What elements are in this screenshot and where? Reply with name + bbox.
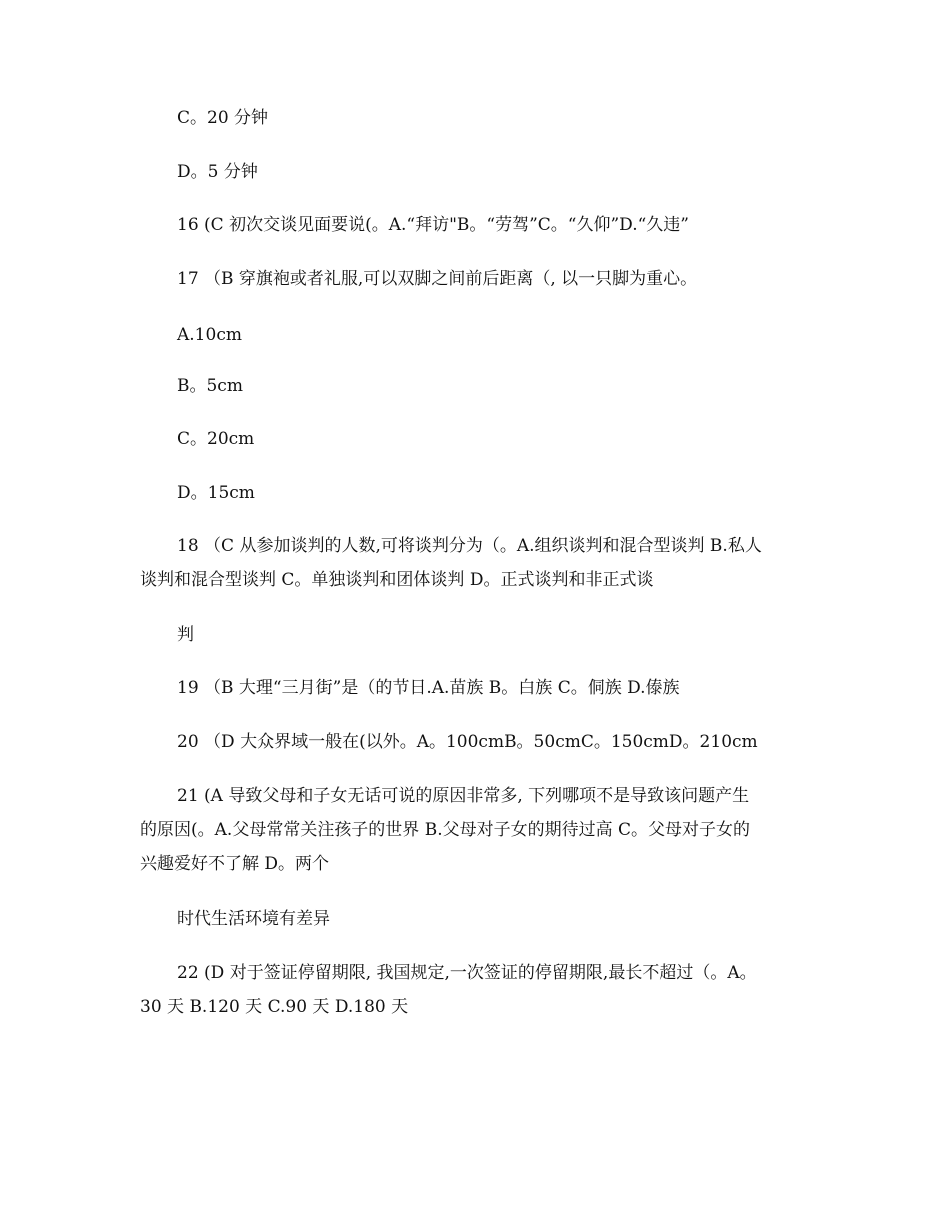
question-19: 19 （B 大理“三月街”是（的节日.A.苗族 B。白族 C。侗族 D.傣族 bbox=[177, 678, 680, 698]
question-22-line-1: 22 (D 对于签证停留期限, 我国规定,一次签证的停留期限,最长不超过（。A。 bbox=[177, 963, 757, 983]
question-18-line-2: 谈判和混合型谈判 C。单独谈判和团体谈判 D。正式谈判和非正式谈 bbox=[140, 570, 654, 590]
option-c-q15: C。20 分钟 bbox=[177, 108, 269, 128]
question-18-line-1: 18 （C 从参加谈判的人数,可将谈判分为（。A.组织谈判和混合型谈判 B.私人 bbox=[177, 536, 762, 556]
option-b-q17: B。5cm bbox=[177, 376, 243, 396]
option-c-q17: C。20cm bbox=[177, 429, 255, 449]
question-22-line-2: 30 天 B.120 天 C.90 天 D.180 天 bbox=[140, 997, 409, 1017]
option-d-q15: D。5 分钟 bbox=[177, 162, 258, 182]
option-a-q17: A.10cm bbox=[177, 325, 242, 345]
question-16: 16 (C 初次交谈见面要说(。A.“拜访"B。“劳驾”C。“久仰”D.“久违” bbox=[177, 215, 689, 235]
question-17: 17 （B 穿旗袍或者礼服,可以双脚之间前后距离（, 以一只脚为重心。 bbox=[177, 269, 698, 289]
question-21-line-1: 21 (A 导致父母和子女无话可说的原因非常多, 下列哪项不是导致该问题产生 bbox=[177, 786, 750, 806]
option-d-q17: D。15cm bbox=[177, 483, 255, 503]
question-21-line-4: 时代生活环境有差异 bbox=[177, 909, 330, 929]
question-20: 20 （D 大众界域一般在(以外。A。100cmB。50cmC。150cmD。210cm bbox=[177, 732, 758, 752]
question-21-line-2: 的原因(。A.父母常常关注孩子的世界 B.父母对子女的期待过高 C。父母对子女的 bbox=[140, 820, 751, 840]
question-18-line-3: 判 bbox=[177, 625, 194, 645]
question-21-line-3: 兴趣爱好不了解 D。两个 bbox=[140, 854, 330, 874]
